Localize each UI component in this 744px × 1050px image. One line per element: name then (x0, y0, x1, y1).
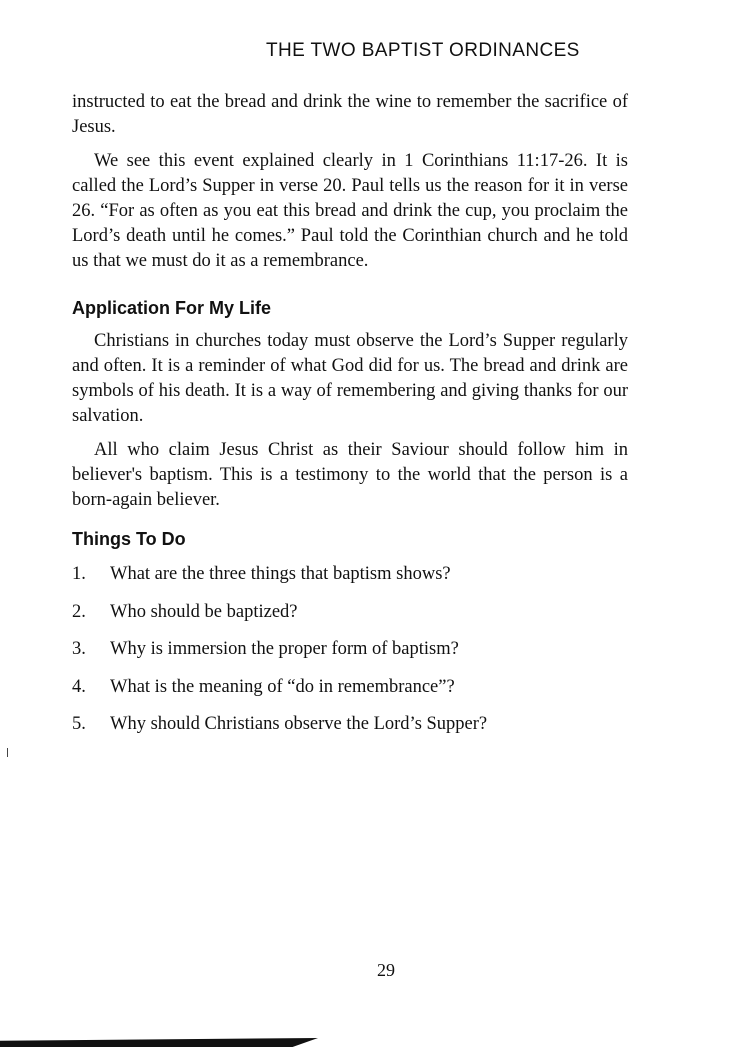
question-number: 3. (72, 639, 86, 659)
scan-edge-shadow (0, 1038, 318, 1047)
question-number: 5. (72, 714, 86, 734)
list-item (72, 600, 628, 638)
question-text: Why is immersion the proper form of baptism? (110, 639, 459, 659)
section-heading-things-to-do: Things To Do (72, 529, 186, 549)
page-body (72, 90, 628, 750)
list-item (72, 675, 628, 713)
page-number: 29 (377, 960, 395, 980)
running-head-title: THE TWO BAPTIST ORDINANCES (266, 40, 580, 61)
question-text: Who should be baptized? (110, 601, 298, 622)
paragraph-observe-supper: Christians in churches today must observe the Lord’s Supper regularly and often. It is a reminder of what God did for us. The bread and drink are symbols of his death. It is a way of remembering and giving thanks for our salvation. (72, 331, 628, 426)
paragraph-continued: instructed to eat the bread and drink the wine to remember the sacrifice of Jesus. (72, 92, 628, 137)
question-number: 2. (72, 601, 86, 622)
question-text: Why should Christians observe the Lord’s Supper? (110, 714, 488, 734)
question-text: What are the three things that baptism shows? (110, 564, 451, 584)
question-number: 4. (72, 676, 86, 697)
list-item (72, 637, 628, 675)
section-heading-application: Application For My Life (72, 298, 272, 318)
question-list (72, 562, 628, 750)
question-text: What is the meaning of “do in remembrance”? (110, 676, 455, 697)
list-item (72, 712, 628, 750)
question-number: 1. (72, 564, 86, 584)
scan-mark (7, 748, 8, 757)
list-item (72, 562, 628, 600)
paragraph-believers-baptism: All who claim Jesus Christ as their Saviour should follow him in believer's baptism. This is a testimony to the world that the person is a born-again believer. (72, 440, 628, 510)
paragraph-corinthians: We see this event explained clearly in 1 Corinthians 11:17-26. It is called the Lord’s Supper in verse 20. Paul tells us the reason for it in verse 26. “For as often as you eat this bread and drink the cup, you proclaim the Lord’s death until he comes.” Paul told the Corinthian church and he told us that we must do it as a remembrance. (72, 151, 628, 271)
